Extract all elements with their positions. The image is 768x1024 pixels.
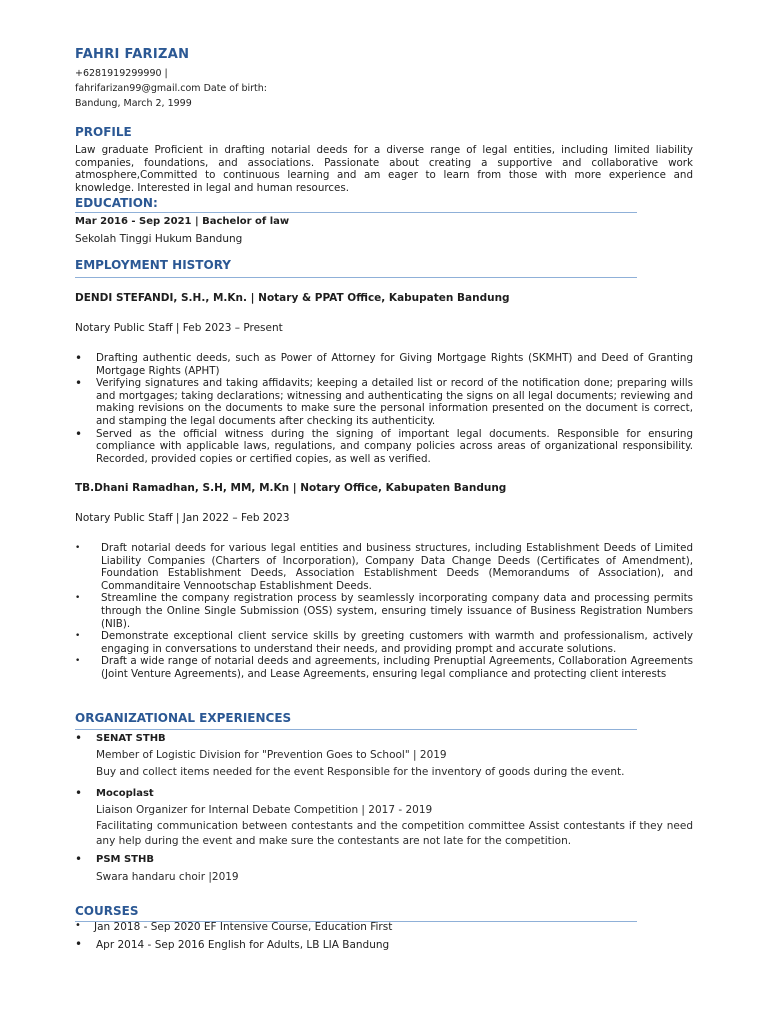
course-2: Apr 2014 - Sep 2016 English for Adults, LB LIA Bandung xyxy=(96,939,390,951)
bullet-icon: • xyxy=(75,593,81,604)
duty-text: Served as the official witness during the signing of important legal documents. Responsible for ensuring compliance with applicable laws, regulations, and company policies across areas of organizational responsibility. Recorded, provided copies or certified copies, as well as verified. xyxy=(96,427,693,465)
contact-birthplace-date: Bandung, March 2, 1999 xyxy=(75,98,192,109)
bullet-icon: • xyxy=(75,731,83,745)
contact-phone: +6281919299990 | xyxy=(75,68,168,79)
org-1-desc: Buy and collect items needed for the event Responsible for the inventory of goods during the event. xyxy=(96,766,625,778)
bullet-icon: • xyxy=(75,543,81,553)
job-1-employer: DENDI STEFANDI, S.H., M.Kn. | Notary & PPAT Office, Kabupaten Bandung xyxy=(75,292,510,304)
contact-email-dob: fahrifarizan99@gmail.com Date of birth: xyxy=(75,83,267,94)
bullet-icon: • xyxy=(75,426,83,441)
list-item xyxy=(75,542,693,592)
list-item xyxy=(75,592,693,630)
duty-text: Demonstrate exceptional client service skills by greeting customers with warmth and professionalism, actively engaging in conversations to understand their needs, and providing prompt and accurate solutions. xyxy=(101,630,693,655)
org-1-role: Member of Logistic Division for "Prevention Goes to School" | 2019 xyxy=(96,749,447,761)
org-3-name: PSM STHB xyxy=(96,854,154,865)
employment-heading: EMPLOYMENT HISTORY xyxy=(75,258,637,278)
course-1: Jan 2018 - Sep 2020 EF Intensive Course, Education First xyxy=(94,921,393,933)
bullet-icon: • xyxy=(75,631,81,642)
duty-text: Draft a wide range of notarial deeds and agreements, including Prenuptial Agreements, Collaboration Agreements (Joint Venture Agreements), and Lease Agreements, ensuring legal compliance and protecting client interests xyxy=(101,655,693,680)
bullet-icon: • xyxy=(75,351,83,365)
duty-text: Streamline the company registration process by seamlessly incorporating company data and processing permits through the Online Single Submission (OSS) system, ensuring timely issuance of Business Registration Numbers (NIB). xyxy=(101,592,693,630)
job-2-duties xyxy=(75,542,693,681)
list-item xyxy=(75,377,693,427)
bullet-icon: • xyxy=(75,920,81,931)
organizational-heading: ORGANIZATIONAL EXPERIENCES xyxy=(75,711,637,730)
bullet-icon: • xyxy=(75,852,83,866)
list-item xyxy=(75,428,693,466)
bullet-icon: • xyxy=(75,937,83,951)
job-1-duties xyxy=(75,352,693,465)
profile-text: Law graduate Proficient in drafting notarial deeds for a diverse range of legal entities, including limited liability companies, foundations, and associations. Passionate about creating a supportive and collaborative work atmosphere,Committed to continuous learning and am eager to learn from those with more experience and knowledge. Interested in legal and human resources. xyxy=(75,144,693,194)
education-period: Mar 2016 - Sep 2021 | Bachelor of law xyxy=(75,216,290,227)
org-2-desc: Facilitating communication between contestants and the competition committee Assist contestants if they need any help during the event and make sure the contestants are not late for the competition. xyxy=(96,820,693,847)
courses-heading: COURSES xyxy=(75,904,637,922)
candidate-name: FAHRI FARIZAN xyxy=(75,47,190,62)
education-heading: EDUCATION: xyxy=(75,196,637,213)
duty-text: Draft notarial deeds for various legal entities and business structures, including Establishment Deeds of Limited Liability Companies (Charters of Incorporation), Company Data Change Deeds (Certificates of Amendment), Foundation Establishment Deeds, Association Establishment Deeds (Memorandums of Association), and Commanditaire Vennootschap Establishment Deeds. xyxy=(101,542,693,592)
job-2-employer: TB.Dhani Ramadhan, S.H, MM, M.Kn | Notary Office, Kabupaten Bandung xyxy=(75,482,507,494)
bullet-icon: • xyxy=(75,376,83,391)
bullet-icon: • xyxy=(75,786,83,800)
org-2-name: Mocoplast xyxy=(96,788,154,799)
list-item xyxy=(75,630,693,655)
org-3-role: Swara handaru choir |2019 xyxy=(96,871,239,883)
org-2-role: Liaison Organizer for Internal Debate Competition | 2017 - 2019 xyxy=(96,804,433,816)
job-1-role: Notary Public Staff | Feb 2023 – Present xyxy=(75,322,283,334)
job-2-role: Notary Public Staff | Jan 2022 – Feb 2023 xyxy=(75,512,290,524)
duty-text: Verifying signatures and taking affidavits; keeping a detailed list or record of the notification done; preparing wills and mortgages; taking declarations; witnessing and authenticating the signs on all legal documents; reviewing and making revisions on the documents to make sure the personal information presented on the document is correct, and stamping the legal documents after checking its authenticity. xyxy=(96,377,693,427)
profile-heading: PROFILE xyxy=(75,125,132,139)
list-item xyxy=(75,655,693,680)
bullet-icon: • xyxy=(75,656,81,667)
education-school: Sekolah Tinggi Hukum Bandung xyxy=(75,233,243,245)
list-item xyxy=(75,352,693,377)
duty-text: Drafting authentic deeds, such as Power of Attorney for Giving Mortgage Rights (SKMHT) and Deed of Granting Mortgage Rights (APHT) xyxy=(96,352,693,377)
org-1-name: SENAT STHB xyxy=(96,733,166,744)
